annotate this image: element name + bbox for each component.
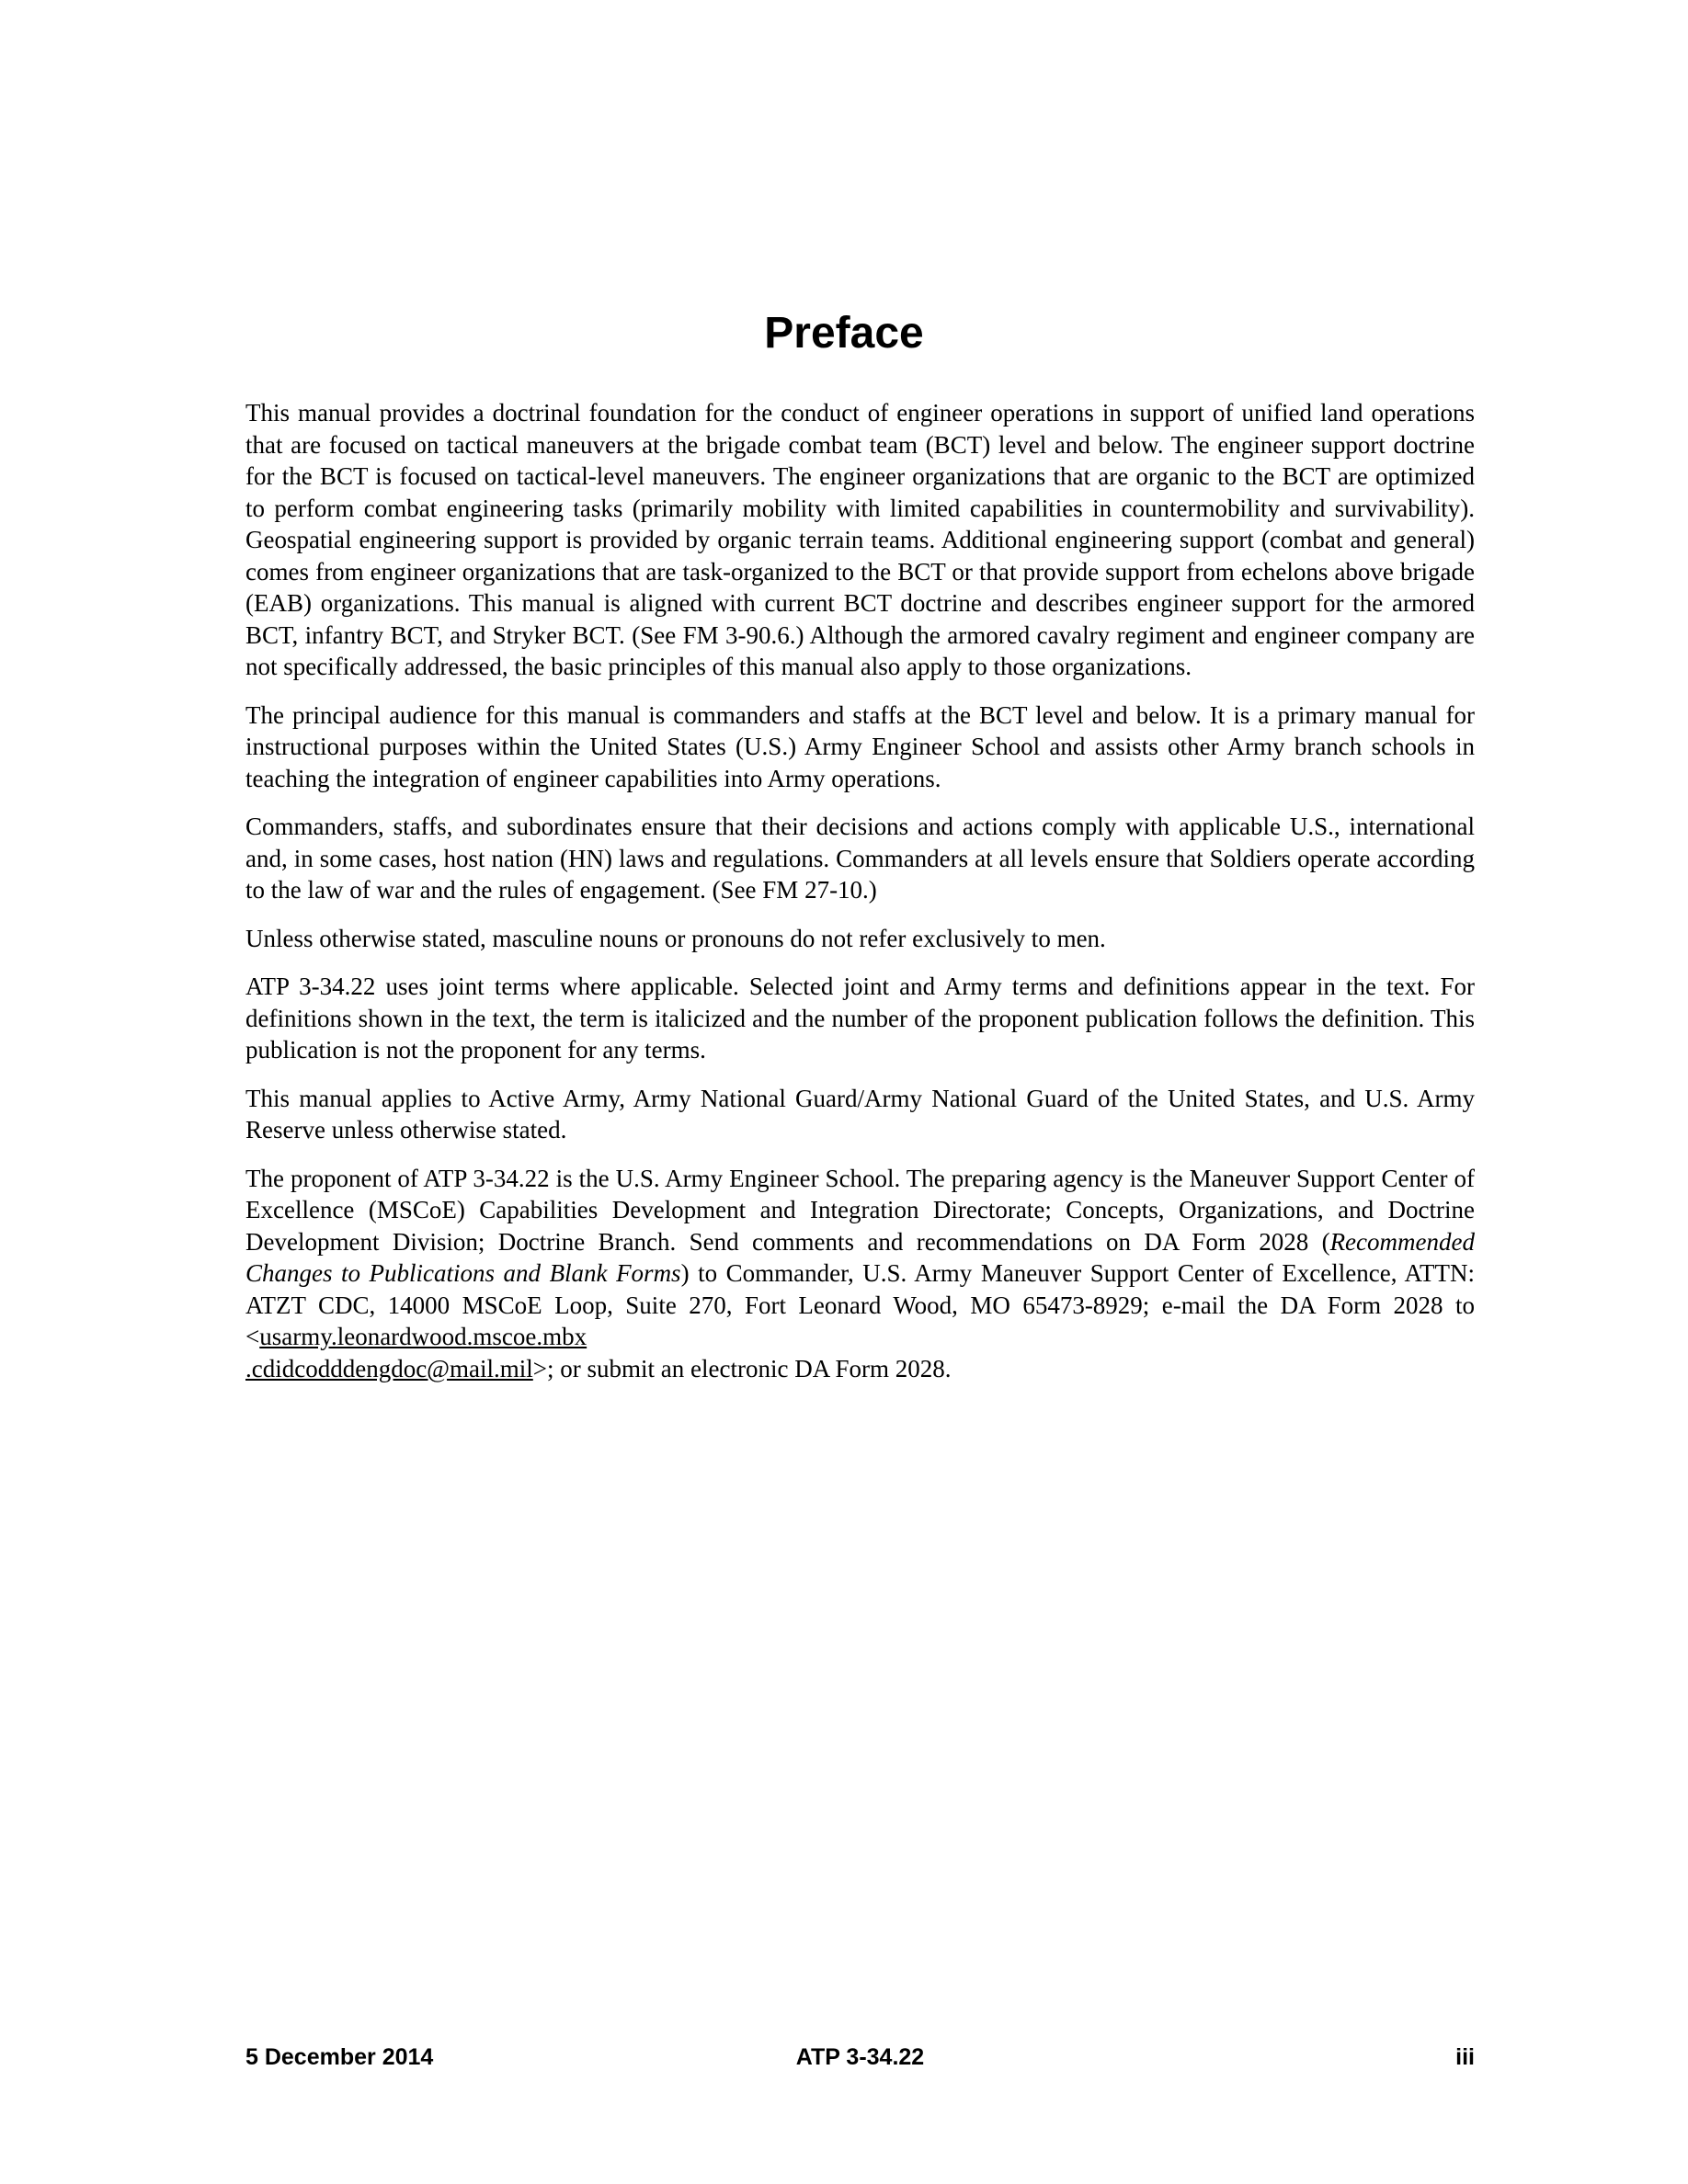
form-title-italic: Recommended Changes to Publications and Blank Forms: [245, 1227, 1475, 1287]
email-link-part-2[interactable]: .cdidcodddengdoc@mail.mil: [245, 1354, 533, 1382]
page-footer: [245, 2042, 1475, 2072]
proponent-text-1: The proponent of ATP 3-34.22 is the U.S. Army Engineer School. The preparing agency is the Maneuver Support Center of Excellence (MSCoE) Capabilities Development and Integration Directorate; Concepts, Organizations, and Doctrine Development Division; Doctrine Branch. Send comments and recommendations on DA Form 2028 (: [245, 1164, 1475, 1256]
paragraph-proponent: [245, 1163, 1475, 1385]
paragraph-gender-note: Unless otherwise stated, masculine nouns or pronouns do not refer exclusively to men.: [245, 924, 1106, 952]
preface-body: [245, 397, 1475, 1401]
paragraph-terminology: ATP 3-34.22 uses joint terms where applicable. Selected joint and Army terms and definitions appear in the text. For definitions shown in the text, the term is italicized and the number of the proponent publication follows the definition. This publication is not the proponent for any terms.: [245, 973, 1475, 1064]
proponent-text-2: ) to Commander, U.S. Army Maneuver Support Center of Excellence, ATTN: ATZT CDC, 14000 MSCoE Loop, Suite 270, Fort Leonard Wood, MO 65473-8929; e-mail the DA Form 2028 to <: [245, 1259, 1476, 1350]
footer-publication: ATP 3-34.22: [795, 2044, 925, 2070]
footer-page-number: iii: [1455, 2044, 1475, 2070]
paragraph-audience: The principal audience for this manual is commanders and staffs at the BCT level and below. It is a primary manual for instructional purposes within the United States (U.S.) Army Engineer School and assists other Army branch schools in teaching the integration of engineer capabilities into Army operations.: [245, 700, 1475, 792]
paragraph-law-compliance: Commanders, staffs, and subordinates ensure that their decisions and actions comply with applicable U.S., international and, in some cases, host nation (HN) laws and regulations. Commanders at all levels ensure that Soldiers operate according to the law of war and the rules of engagement. (See FM 27-10.): [245, 813, 1475, 904]
paragraph-applicability: This manual applies to Active Army, Army National Guard/Army National Guard of the United States, and U.S. Army Reserve unless otherwise stated.: [245, 1084, 1475, 1143]
email-link-part-1[interactable]: usarmy.leonardwood.mscoe.mbx: [259, 1323, 587, 1350]
footer-date: 5 December 2014: [245, 2044, 434, 2070]
paragraph-scope: This manual provides a doctrinal foundation for the conduct of engineer operations in support of unified land operations that are focused on tactical maneuvers at the brigade combat team (BCT) level and below. The engineer support doctrine for the BCT is focused on tactical-level maneuvers. The engineer organizations that are organic to the BCT are optimized to perform combat engineering tasks (primarily mobility with limited capabilities in countermobility and survivability). Geospatial engineering support is provided by organic terrain teams. Additional engineering support (combat and general) comes from engineer organizations that are task-organized to the BCT or that provide support from echelons above brigade (EAB) organizations. This manual is aligned with current BCT doctrine and describes engineer support for the armored BCT, infantry BCT, and Stryker BCT. (See FM 3-90.6.) Although the armored cavalry regiment and engineer company are not specifically addressed, the basic principles of this manual also apply to those organizations.: [245, 399, 1475, 680]
page-title: Preface: [764, 309, 924, 358]
proponent-text-3: >; or submit an electronic DA Form 2028.: [532, 1354, 952, 1382]
